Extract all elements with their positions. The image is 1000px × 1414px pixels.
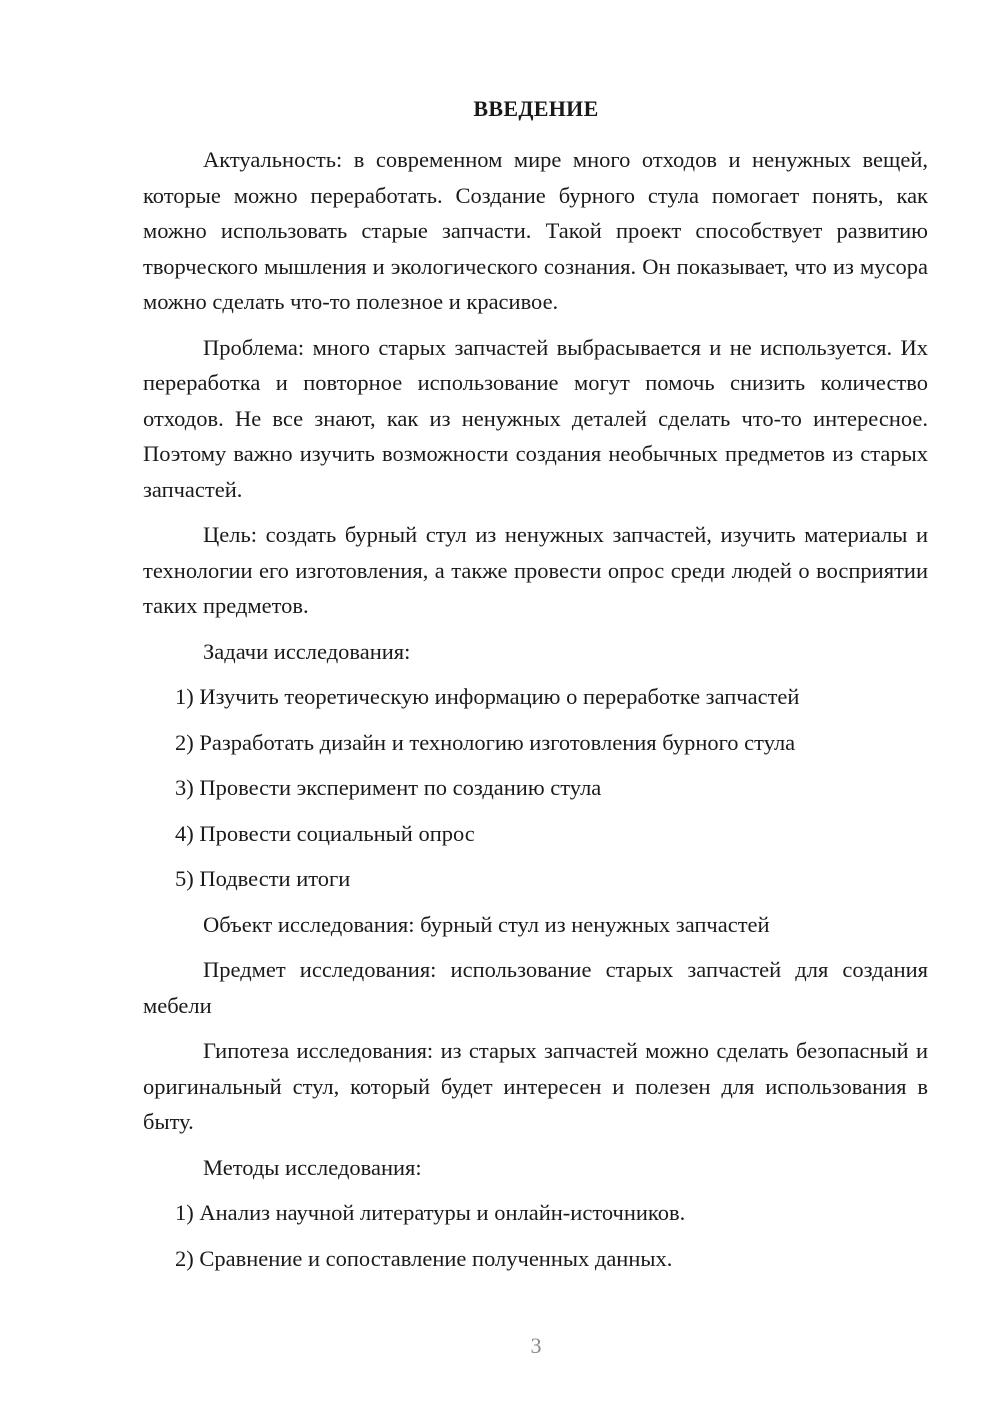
list-item: 5) Подвести итоги <box>175 866 351 891</box>
list-item: 4) Провести социальный опрос <box>175 820 475 846</box>
list-item: 2) Разработать дизайн и технологию изготовления бурного стула <box>175 729 796 755</box>
list-item: 1) Анализ научной литературы и онлайн-источников. <box>175 1200 686 1225</box>
page-title: ВВЕДЕНИЕ <box>473 96 599 121</box>
list-item: 3) Провести эксперимент по созданию стула <box>175 775 602 800</box>
relevance-paragraph: Актуальность: в современном мире много отходов и ненужных вещей, которые можно переработать. Создание бурного стула помогает понять, как можно использовать старые запчасти. Такой проект способствует развитию творческого мышления и экологического сознания. Он показывает, что из мусора можно сделать что-то полезное и красивое. <box>143 147 928 314</box>
methods-list <box>143 1195 928 1276</box>
list-item: 2) Сравнение и сопоставление полученных данных. <box>175 1245 673 1271</box>
object-line: Объект исследования: бурный стул из ненужных запчастей <box>203 911 770 937</box>
goal-paragraph: Цель: создать бурный стул из ненужных запчастей, изучить материалы и технологии его изготовления, а также провести опрос среди людей о восприятии таких предметов. <box>143 522 928 618</box>
hypothesis-paragraph: Гипотеза исследования: из старых запчастей можно сделать безопасный и оригинальный стул, который будет интересен и полезен для использования в быту. <box>143 1038 928 1134</box>
tasks-heading: Задачи исследования: <box>203 638 411 664</box>
page-number: 3 <box>530 1333 542 1358</box>
tasks-list <box>143 679 928 897</box>
problem-paragraph: Проблема: много старых запчастей выбрасывается и не используется. Их переработка и повторное использование могут помочь снизить количество отходов. Не все знают, как из ненужных деталей сделать что-то интересное. Поэтому важно изучить возможности создания необычных предметов из старых запчастей. <box>143 334 928 502</box>
list-item: 1) Изучить теоретическую информацию о переработке запчастей <box>175 684 800 709</box>
document-body <box>143 142 928 1286</box>
subject-paragraph: Предмет исследования: использование старых запчастей для создания мебели <box>143 957 928 1018</box>
methods-heading: Методы исследования: <box>203 1154 422 1180</box>
